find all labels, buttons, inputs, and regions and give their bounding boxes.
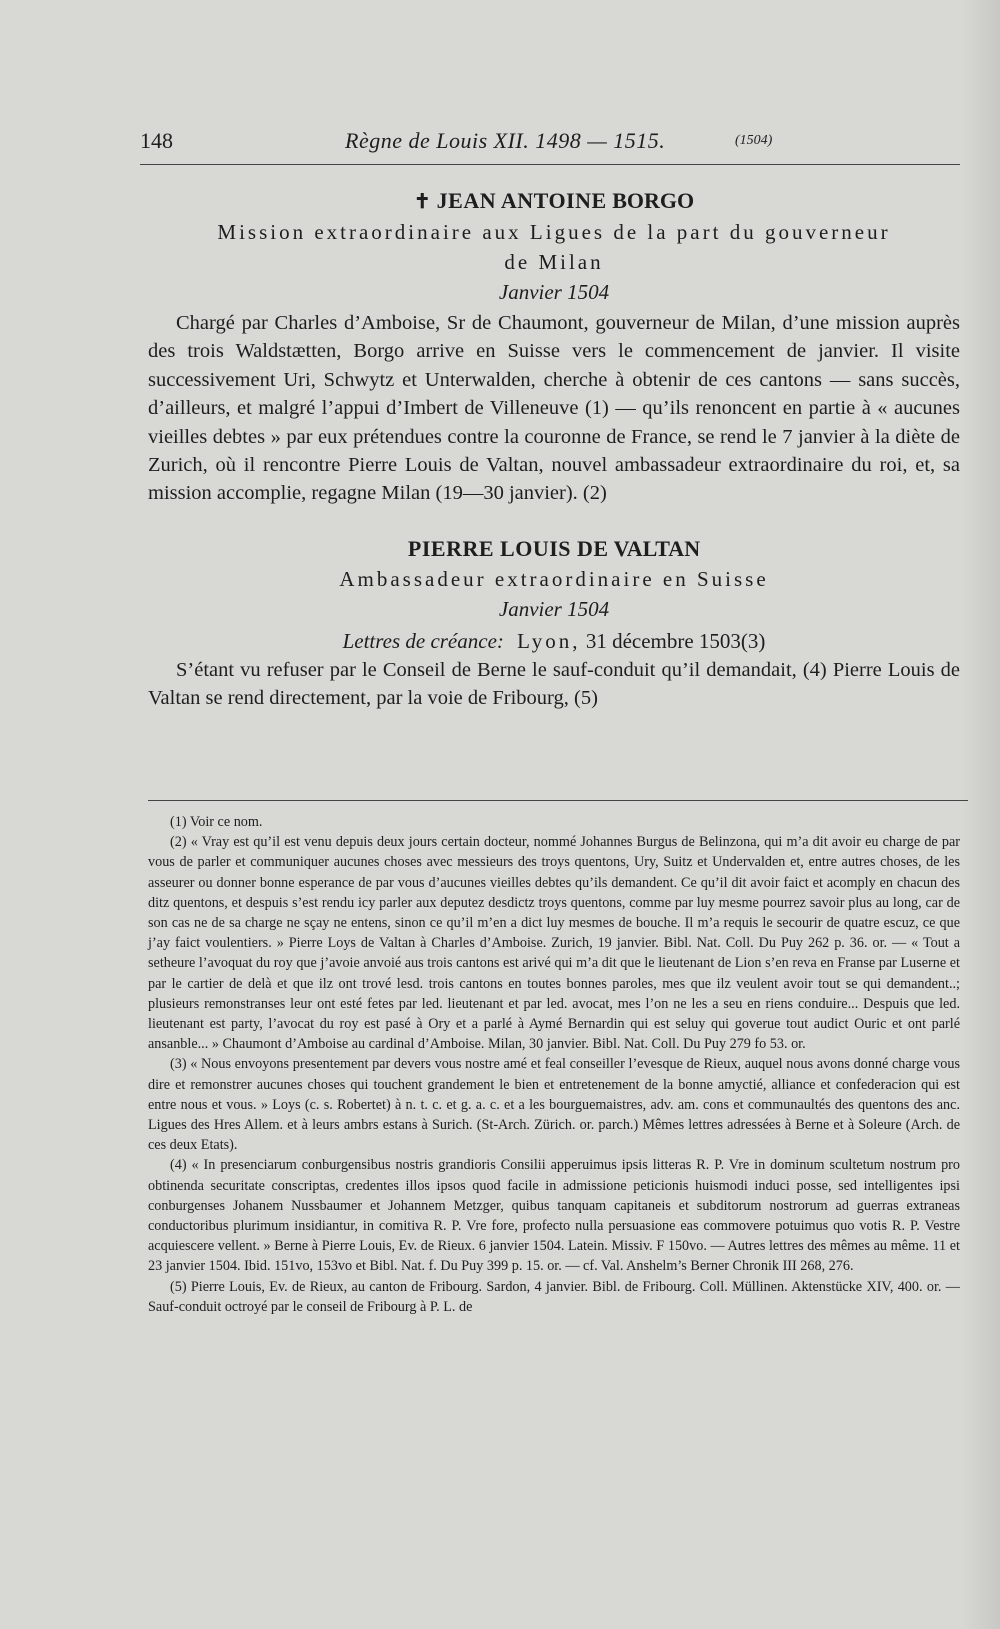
credentials-date: 31 décembre 1503(3) xyxy=(585,628,766,653)
ambassador-date: Janvier 1504 xyxy=(498,596,610,621)
section-heading-valtan xyxy=(148,534,960,564)
mission-subtitle: Mission extraordinaire aux Ligues de la part du gouverneur xyxy=(217,220,891,244)
page-number: 148 xyxy=(140,128,173,153)
credentials-place: Lyon, xyxy=(517,628,581,653)
page-header xyxy=(140,128,960,162)
section-heading-borgo xyxy=(148,186,960,217)
cross-icon: ✝ xyxy=(413,191,431,213)
main-text xyxy=(148,186,960,713)
footnote-2: (2) « Vray est qu’il est venu depuis deux jours certain docteur, nommé Johannes Burgus de Belinzona, qui m’a dit avoir eu charge de par vous de parler et communiquer aucunes choses avec messieurs des troys quentons, Ury, Suitz et Undervalden et, entre autres choses, de les asseurer ou donner bonne esperance de par vous d’aucunes vieilles debtes qu’ils demandent. Ce qu’il dit avoir faict et acomply en chacun des ditz quentons, et despuis s’est rendu icy parler aux deputez desdictz troys quentons, comme par luy mesme pourrez savoir plus au long, car de son cas ne de sa charge ne sçay ne entens, sinon ce qu’il m’en a dict luy mesmes de bouche. Il m’a requis le secourir de quatre escuz, ce que j’ay faict voulentiers. » Pierre Loys de Valtan à Charles d’Amboise. Zurich, 19 janvier. Bibl. Nat. Coll. Du Puy 262 p. 36. or. — « Tout a setheure l’avoquat du roy que j’avoie anvoié aus trois cantons est arivé qui m’a dit que le lieutenant de Lion s’en reva en Franse par Luserne et par le cartier de delà et que ilz ont trové lesd. trois cantons en toutes bonnes paroles, mes que ilz veulent avoir tout se qui demandent..; plusieurs remonstranses leur ont esté fetes par led. lieutenant et par led. avocat, mes l’on ne les a seu en riens conduire... Despuis que led. lieutenant est party, l’avocat du roy est pasé à Ory et a parlé à Aymé Bernardin qui est seluy qui goverue tout audict Ouric et ont parlé ansanble... » Chaumont d’Amboise au cardinal d’Amboise. Milan, 30 janvier. Bibl. Nat. Coll. Du Puy 279 fo 53. or. xyxy=(148,834,960,1053)
header-rule xyxy=(140,164,960,165)
footnotes xyxy=(148,812,960,1317)
footnote-5: (5) Pierre Louis, Ev. de Rieux, au canton de Fribourg. Sardon, 4 janvier. Bibl. de Fribourg. Coll. Müllinen. Aktenstücke XIV, 400. or. — Sauf-conduit octroyé par le conseil de Fribourg à P. L. de xyxy=(148,1278,960,1315)
running-title: Règne de Louis XII. 1498 — 1515. xyxy=(345,128,666,153)
heading-surname: VALTAN xyxy=(613,535,701,561)
credentials-line xyxy=(148,626,960,656)
ambassador-subtitle: Ambassadeur extraordinaire en Suisse xyxy=(339,566,769,591)
section-gap xyxy=(148,508,960,534)
footnote-4: (4) « In presenciarum conburgensibus nostris grandioris Consilii apperuimus ipsis litteras R. P. Vre in dominum scultetum nostrum pro obtinenda securitate conscriptas, credentes illos ipsos quod facile in admissione peticionis huismodi induci posse, sed intelligentes ipsi conburgenses Johanem Nussbaumer et Johannem Metzger, quibus tanquam capitaneis et subditorum nostrorum ad guerras extraneas conductoribus plurimum insidiantur, in comitiva R. P. Vre fore, profecto nulla persuasione eas commovere potuimus quo votis R. P. Vestre acquiescere vellent. » Berne à Pierre Louis, Ev. de Rieux. 6 janvier 1504. Latein. Missiv. F 150vo. — Autres lettres des mêmes au même. 11 et 23 janvier 1504. Ibid. 151vo, 153vo et Bibl. Nat. f. Du Puy 399 p. 15. or. — cf. Val. Anshelm’s Berner Chronik III 268, 276. xyxy=(148,1157,960,1275)
running-year: (1504) xyxy=(735,133,773,148)
footnote-rule xyxy=(148,800,968,801)
credentials-label: Lettres de créance: xyxy=(342,628,504,653)
heading-name: PIERRE LOUIS DE xyxy=(407,535,609,561)
footnote-1: (1) Voir ce nom. xyxy=(170,814,263,830)
heading-name: JEAN ANTOINE xyxy=(436,188,607,213)
footnote-3: (3) « Nous envoyons presentement par devers vous nostre amé et feal conseiller l’evesque de Rieux, auquel nous avons donné charge vous dire et remonstrer aucunes choses qui touchent grandement le bien et entretenement de la bonne amyctié, alliance et confederacion qui est entre nous et vous. » Loys (c. s. Robertet) à n. t. c. et g. a. c. et a les bourguemaistres, adv. am. cons et communaultés des quentons des anc. Ligues des Hres Allem. et à leurs ambrs estans à Surich. (St-Arch. Zürich. or. parch.) Mêmes lettres adressées à Berne et à Soleure (Arch. de ces deux Etats). xyxy=(148,1056,960,1154)
mission-subtitle-continued: de Milan xyxy=(504,250,604,274)
heading-surname: BORGO xyxy=(612,188,695,213)
borgo-paragraph: Chargé par Charles d’Amboise, Sr de Chaumont, gouverneur de Milan, d’une mission auprès des trois Waldstætten, Borgo arrive en Suisse vers le commencement de janvier. Il visite successivement Uri, Schwytz et Unterwalden, cherche à obtenir de ces cantons — sans succès, d’ailleurs, et malgré l’appui d’Imbert de Villeneuve (1) — qu’ils renoncent en partie à « aucunes vieilles debtes » par eux prétendues contre la couronne de France, se rend le 7 janvier à la diète de Zurich, où il rencontre Pierre Louis de Valtan, nouvel ambassadeur extraordinaire du roi, et, sa mission accomplie, regagne Milan (19—30 janvier). (2) xyxy=(148,312,960,505)
scan-edge-shadow xyxy=(960,0,1000,1629)
valtan-paragraph: S’étant vu refuser par le Conseil de Berne le sauf-conduit qu’il demandait, (4) Pierre Louis de Valtan se rend directement, par la voie de Fribourg, (5) xyxy=(148,658,960,710)
mission-date: Janvier 1504 xyxy=(498,280,610,304)
